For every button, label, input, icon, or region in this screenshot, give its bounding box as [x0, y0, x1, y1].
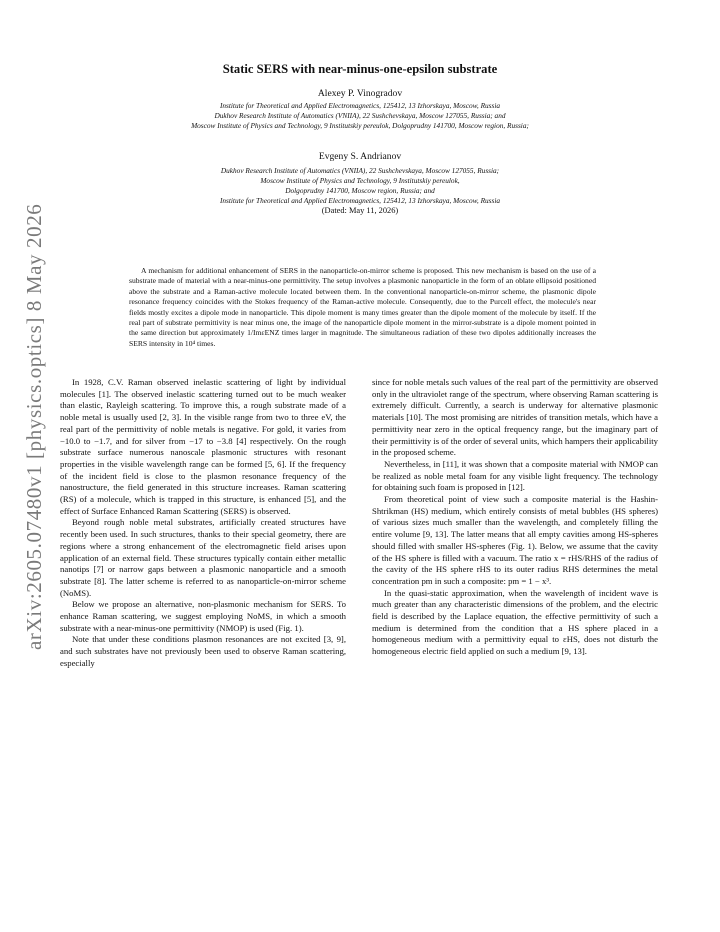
body-column-left	[60, 377, 346, 670]
abstract: A mechanism for additional enhancement of SERS in the nanoparticle-on-mirror scheme is proposed. This new mechanism is based on the use of a substrate made of material with a near-minus-one permittivity. The setup involves a plasmonic nanoparticle in the form of an oblate ellipsoid positioned above the substrate and a Raman-active molecule located between them. In the conventional nanoparticle-on-mirror scheme, the plasmonic dipole resonance frequency coincides with the Stokes frequency of the Raman-active molecule. Consequently, due to the Purcell effect, the molecule's near fields mostly excites a dipole mode in nanoparticle. This dipole moment is many times greater than the dipole moment of the molecule by itself. If the real part of substrate permittivity is near minus one, the image of the nanoparticle dipole moment in the mirror-substrate is a dipole moment pointed in the same direction but approximately 1/ImεENZ times larger in magnitude. The simultaneous radiation of these two dipoles additionally increases the SERS intensity in 10⁴ times.	[129, 266, 596, 348]
author-affiliation: Institute for Theoretical and Applied Electromagnetics, 125412, 13 Izhorskaya, Moscow, Russia	[219, 196, 501, 205]
author-name: Evgeny S. Andrianov	[318, 151, 402, 162]
dated-line: (Dated: May 11, 2026)	[321, 206, 399, 215]
body-paragraph: In 1928, C.V. Raman observed inelastic scattering of light by individual molecules [1]. The observed inelastic scattering turned out to be much weaker than elastic, Rayleigh scattering. To improve this, a rough substrate made of a noble metal is usually used [2, 3]. In the visible range from two to three eV, the real part of the permittivity of noble metals is negative. For gold, it varies from −10.0 to −1.7, and for silver from −17 to −3.8 [4] respectively. On the rough substrate surface numerous nanoscale plasmonic structures with resonant properties in the visible wavelength range can be formed [5, 6]. If the frequency of the incident field is close to the plasmon resonance frequency of the nanostructure, the field generated in this structure increases. Raman scattering (RS) of a molecule, which is trapped in this structure, is enhanced [5], and the effect of Surface Enhanced Raman Scattering (SERS) is observed.	[60, 377, 346, 516]
body-paragraph: Note that under these conditions plasmon resonances are not excited [3, 9], and such substrates have not previously been used to observe Raman scattering, especially	[60, 634, 346, 668]
author-affiliation: Dukhov Research Institute of Automatics (VNIIA), 22 Sushchevskaya, Moscow 127055, Russia;	[220, 166, 500, 175]
body-paragraph: From theoretical point of view such a composite material is the Hashin-Shtrikman (HS) medium, which entirely consists of metal bubbles (HS spheres) of various sizes much smaller than the wavelength, and completely filling the entire volume [9, 13]. The latter means that all empty cavities among HS-spheres should filled with smaller HS-spheres (Fig. 1). Below, we assume that the cavity of the HS sphere is filled with a vacuum. The ratio x = rHS/RHS of the radius of the cavity of the HS sphere rHS to its outer radius RHS determines the metal concentration pm in such a composite: pm = 1 − x³.	[372, 494, 658, 586]
author-affiliation: Dukhov Research Institute of Automatics (VNIIA), 22 Sushchevskaya, Moscow 127055, Russia; and	[214, 111, 506, 120]
author-affiliation: Dolgoprudny 141700, Moscow region, Russia; and	[285, 186, 435, 195]
author-affiliation: Moscow Institute of Physics and Technology, 9 Institutskiy pereulok, Dolgoprudny 141700, Moscow region, Russia;	[191, 121, 529, 130]
body-paragraph: Beyond rough noble metal substrates, artificially created structures have recently been used. In such structures, thanks to their special geometry, there are regions where a strong enhancement of the electromagnetic field arises upon application of an external field. These structures typically contain either metallic nanotips [7] or narrow gaps between a plasmonic nanoparticle and a smooth substrate [8]. The latter scheme is referred to as nanoparticle-on-mirror scheme (NoMS).	[60, 517, 346, 598]
body-paragraph: In the quasi-static approximation, when the wavelength of incident wave is much greater than any characteristic dimensions of the problem, and the electric field is described by the Laplace equation, the effective permittivity of such a medium is determined from the condition that a HS sphere placed in a homogeneous medium with a permittivity equal to εHS, does not disturb the homogeneous electric field applied on such a medium [9, 13].	[372, 587, 658, 657]
body-column-right	[372, 377, 658, 658]
arxiv-identifier: arXiv:2605.07480v1 [physics.optics] 8 May 2026	[22, 203, 46, 650]
paper-title: Static SERS with near-minus-one-epsilon substrate	[222, 62, 498, 76]
author-affiliation: Moscow Institute of Physics and Technology, 9 Institutskiy pereulok,	[260, 176, 460, 185]
body-paragraph: Below we propose an alternative, non-plasmonic mechanism for SERS. To enhance Raman scattering, we suggest employing NoMS, in which a smooth substrate with a near-minus-one permittivity (NMOP) is used (Fig. 1).	[60, 599, 346, 633]
author-name: Alexey P. Vinogradov	[317, 88, 403, 99]
author-affiliation: Institute for Theoretical and Applied Electromagnetics, 125412, 13 Izhorskaya, Moscow, Russia	[219, 101, 501, 110]
body-paragraph: Nevertheless, in [11], it was shown that a composite material with NMOP can be realized as noble metal foam for any visible light frequency. The technology for obtaining such foam is proposed in [12].	[372, 458, 658, 493]
body-paragraph: since for noble metals such values of the real part of the permittivity are observed only in the ultraviolet range of the spectrum, where observing Raman scattering is extremely difficult. Currently, a search is underway for alternative plasmonic materials [10]. The most promising are nitrides of transition metals, which have a permittivity near zero in the optical frequency range, but the imaginary part of their permittivity is of the order of several units, which hampers their applicability in the proposed scheme.	[372, 377, 658, 458]
